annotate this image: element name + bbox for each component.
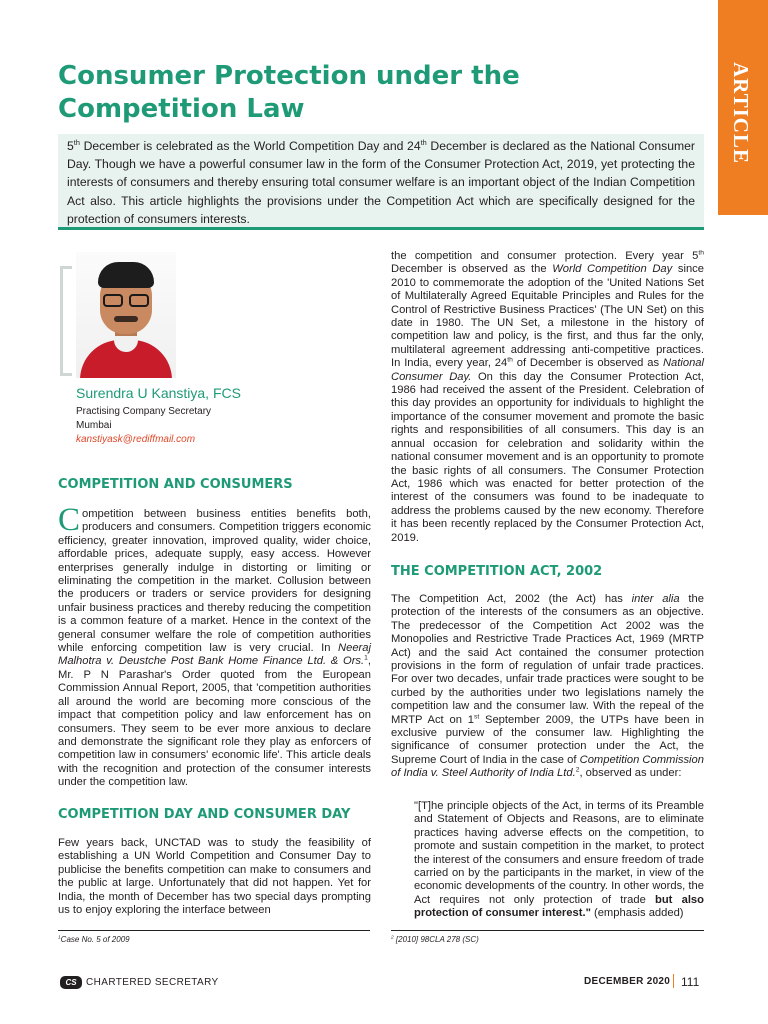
author-role: Practising Company Secretary	[76, 406, 212, 417]
footnote-2: $^2$ [2010] 98CLA 278 (SC)	[391, 935, 479, 944]
footer-separator	[673, 974, 674, 988]
page-number: 111	[681, 975, 700, 989]
section-competition-consumers-body: Competition between business entities benefits both, producers and consumers. Competition triggers economic efficiency, greater innovation, improved quality, wider choice, affordable prices, adequate supply, easy access. However enterprises generally indulge in distorting or limiting or eliminating the competition in the market. Collusion between the producers or traders or service providers for designing unfair business practices and thereby reducing the competition is a common feature of a market. Hence in the context of the general consumer welfare the role of competition authorities while enforcing competition law is very crucial. In Neeraj Malhotra v. Deustche Post Bank Home Finance Ltd. & Ors.$^1$, Mr. P N Parashar's Order quoted from the European Commission Annual Report, 2005, that 'competition authorities all around the world are becoming more conscious of the impact that competition policy and law enforcement has on consumers. They seem to be ever more anxious to declare and demonstrate the significant role they play as enforcers of competition law in consumers' economic life'. This article deals with the recognition and protection of the consumer interests under the competition law.	[58, 502, 371, 789]
article-title: Consumer Protection under the Competition Law	[58, 61, 520, 124]
author-photo	[76, 252, 176, 378]
section-competition-act-body: The Competition Act, 2002 (the Act) has inter alia the protection of the interests of the consumers as an objective. The predecessor of the Competition Act 2002 was the Monopolies and Restrictive Trade Practices Act, 1969 (MRTP Act) and the said Act contained the consumer protection provisions in the form of regulation of unfair trade practices. For over two decades, unfair trade practices were sought to be curbed by the authorities under two legislations namely the competition law and the consumer law. With the repeal of the MRTP Act on 1st September 2009, the UTPs have been in exclusive purview of the consumer law. Highlighting the significance of consumer protection under the Act, the Supreme Court of India in the case of Competition Commission of India v. Steel Authority of India Ltd.$^2$, observed as under:	[391, 593, 704, 780]
column2-body: the competition and consumer protection. Every year 5th December is observed as the World Competition Day since 2010 to commemorate the adoption of the 'United Nations Set of Multilaterally Agreed Equitable Principles and Rules for the Control of Restrictive Business Practices' (The UN Set) on this date in 1980. The UN Set, a milestone in the history of competition law and policy, is the first, and thus far the only, multilateral agreement addressing anti-competitive practices. In India, every year, 24th of December is observed as National Consumer Day. On this day the Consumer Protection Act, 1986 had received the assent of the President. Celebration of this day provides an opportunity for individuals to highlight the importance of the consumer movement and promote the basic rights and responsibilities of all consumers. This day is an annual occasion for celebration and solidarity within the national consumer movement and is an opportunity to promote the basic rights of all consumers. The Consumer Protection Act, 1986 which was enacted for better protection of the interest of the consumers was found to be inadequate to address the problems caused by the new economy. Therefore it has been recently replaced by the Consumer Protection Act, 2019.	[391, 249, 705, 544]
abstract-divider	[58, 227, 704, 230]
footnote-rule-right	[391, 930, 704, 931]
section-tab	[718, 0, 768, 215]
heading-competition-day: COMPETITION DAY AND CONSUMER DAY	[58, 807, 351, 822]
issue-date: DECEMBER 2020	[584, 976, 671, 987]
section-tab-label: ARTICLE	[729, 62, 753, 164]
photo-bracket	[60, 266, 72, 376]
author-city: Mumbai	[76, 420, 112, 431]
drop-cap: C	[58, 502, 81, 538]
supreme-court-quote: "[T]he principle objects of the Act, in terms of its Preamble and Statement of Objects and Reasons, are to eliminate practices having adverse effects on the competition, to promote and sustain competition in the market, to protect the interest of the consumers and ensure freedom of trade carried on by the participants in the market, in view of the economic developments of the country. In other words, the Act requires not only protection of trade but also protection of consumer interest." (emphasis added)	[414, 800, 704, 920]
article-abstract: 5th December is celebrated as the World Competition Day and 24th December is declared as the National Consumer Day. Though we have a powerful consumer law in the form of the Consumer Protection Act, 2019, yet protecting the interests of consumers and thereby ensuring total consumer welfare is an important object of the Indian Competition Act also. This article highlights the provisions under the Competition Act which are specifically designed for the protection of consumers interests.	[58, 134, 704, 227]
author-name: Surendra U Kanstiya, FCS	[76, 385, 241, 401]
section-competition-day-body: Few years back, UNCTAD was to study the feasibility of establishing a UN World Competition and Consumer Day to publicise the benefits competition can make to consumers and the public at large. Unfortunately that did not happen. Yet for India, the month of December has two special days prompting us to enjoy exploring the interface between	[58, 837, 371, 917]
icsi-logo: CS	[60, 976, 82, 989]
heading-competition-act: THE COMPETITION ACT, 2002	[391, 564, 603, 579]
publication-name: CHARTERED SECRETARY	[86, 977, 219, 988]
footnote-1: $^1$Case No. 5 of 2009	[58, 935, 130, 944]
footnote-rule-left	[58, 930, 370, 931]
heading-competition-and-consumers: COMPETITION AND CONSUMERS	[58, 477, 293, 492]
author-email-link[interactable]: kanstiyask@rediffmail.com	[76, 434, 196, 445]
